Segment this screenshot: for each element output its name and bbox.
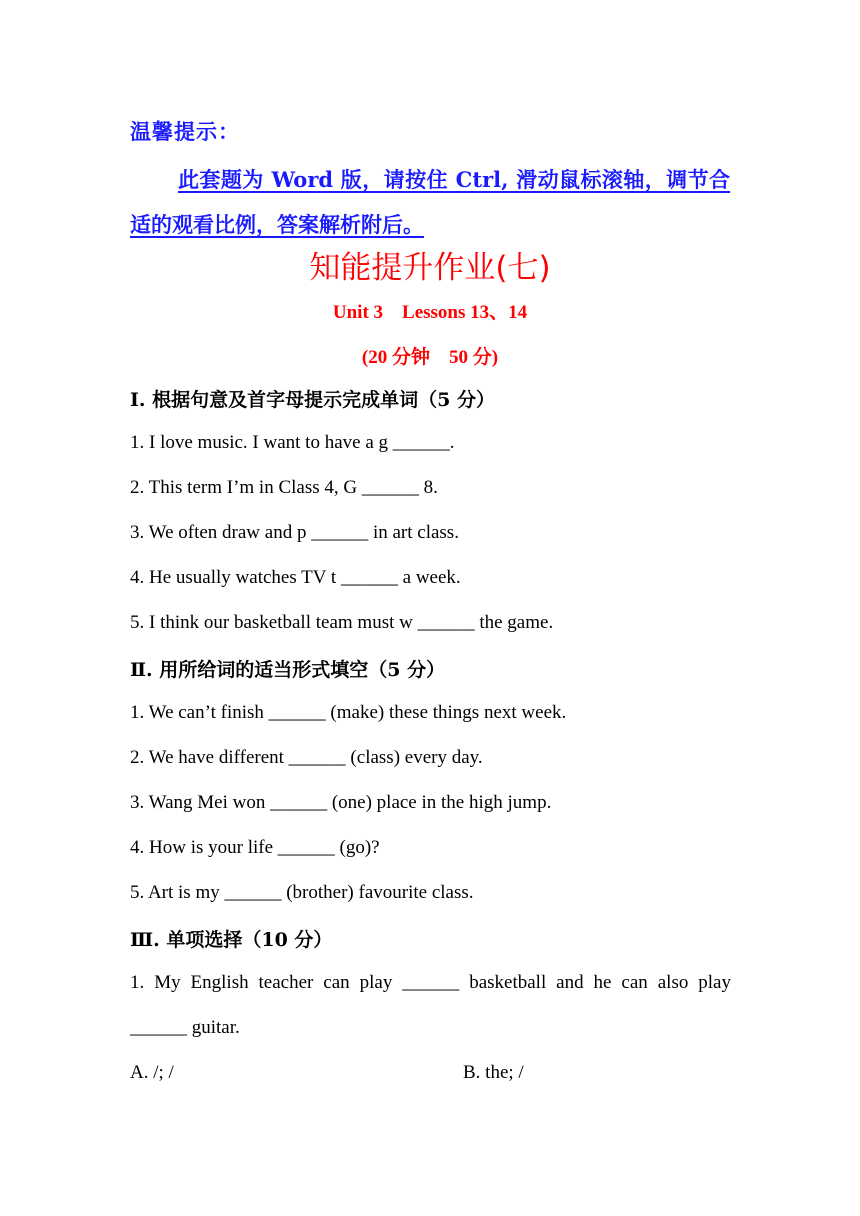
tip-title: 温馨提示： — [130, 119, 240, 144]
section-2-item-2: 2. We have different ______ (class) every day. — [130, 747, 483, 768]
tip-body: 此套题为 Word 版，请按住 Ctrl, 滑动鼠标滚轴，调节合适的观看比例，答案解析附后。 — [130, 167, 730, 237]
section-2-item-1: 1. We can’t finish ______ (make) these things next week. — [130, 702, 567, 723]
section-2-item-4: 4. How is your life ______ (go)? — [130, 837, 380, 858]
option-b: B. the; / — [463, 1062, 524, 1083]
question-1-line-1: 1. My English teacher can play ______ basketball and he can also play — [130, 972, 731, 993]
section-2-item-3: 3. Wang Mei won ______ (one) place in the high jump. — [130, 792, 552, 813]
option-a: A. /; / — [130, 1062, 174, 1083]
section-2-heading: Ⅱ. 用所给词的适当形式填空（5 分） — [130, 659, 446, 681]
section-1-heading: Ⅰ. 根据句意及首字母提示完成单词（5 分） — [130, 389, 495, 411]
section-3-heading: Ⅲ. 单项选择（10 分） — [130, 929, 333, 951]
question-1-line-2: ______ guitar. — [130, 1017, 240, 1038]
section-2-item-5: 5. Art is my ______ (brother) favourite class. — [130, 882, 474, 903]
unit-subtitle: Unit 3 Lessons 13、14 — [332, 302, 528, 323]
section-1-item-1: 1. I love music. I want to have a g ______. — [130, 432, 455, 453]
section-1-item-2: 2. This term I’m in Class 4, G ______ 8. — [130, 477, 438, 498]
section-1-item-4: 4. He usually watches TV t ______ a week. — [130, 567, 461, 588]
page-title: 知能提升作业(七) — [309, 250, 551, 286]
section-1-item-3: 3. We often draw and p ______ in art class. — [130, 522, 459, 543]
section-1-item-5: 5. I think our basketball team must w ______ the game. — [130, 612, 554, 633]
time-score-line: (20 分钟 50 分) — [361, 347, 499, 368]
